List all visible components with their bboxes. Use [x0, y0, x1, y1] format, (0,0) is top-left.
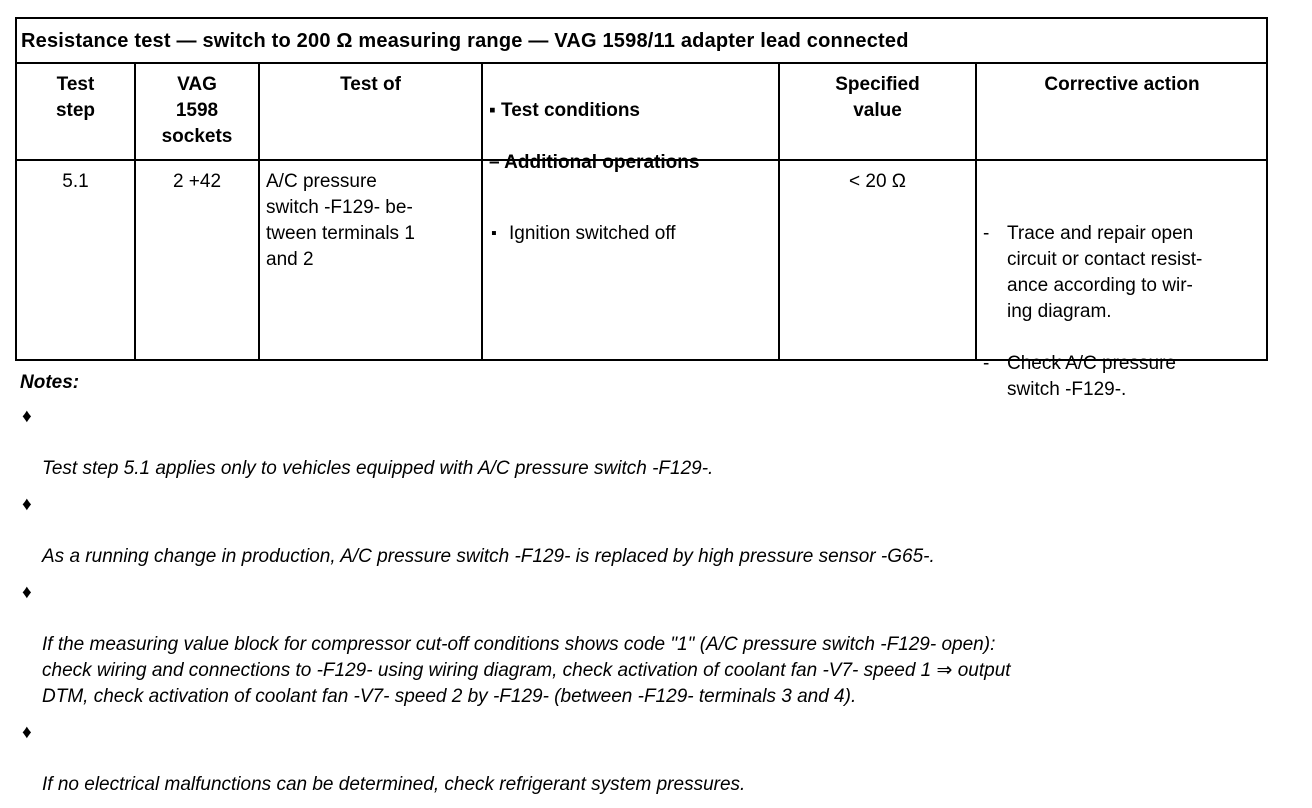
header-specified-value: Specified value [835, 74, 920, 121]
diamond-bullet-icon: ♦ [22, 582, 32, 603]
header-test-conditions [483, 64, 778, 173]
cell-test-step: 5.1 [62, 171, 89, 192]
cell-vag-sockets: 2 +42 [172, 171, 222, 192]
header-vag-sockets: VAG 1598 sockets [161, 74, 233, 147]
table-title: Resistance test — switch to 200 Ω measuring range — VAG 1598/11 adapter lead connected [17, 19, 1266, 64]
note-item [20, 492, 1290, 570]
conditions-list [489, 195, 778, 273]
corrective-action-item: - Trace and repair open circuit or contact resist- ance according to wir- ing diagram. [977, 221, 1267, 325]
diamond-bullet-icon: ♦ [22, 494, 32, 515]
cell-specified-value: < 20 Ω [849, 171, 906, 192]
note-item [20, 720, 1290, 798]
note-text: Test step 5.1 applies only to vehicles equipped with A/C pressure switch -F129-. [42, 458, 714, 479]
note-item [20, 404, 1290, 482]
notes-title: Notes: [20, 372, 80, 393]
note-text: If no electrical malfunctions can be determined, check refrigerant system pressures. [42, 774, 746, 795]
header-additional-operations-line2: – Additional operations [489, 152, 700, 173]
header-test-of: Test of [340, 74, 401, 95]
cell-test-of: A/C pressure switch -F129- be- tween terminals 1 and 2 [266, 171, 415, 270]
condition-item: ▪ Ignition switched off [489, 221, 778, 247]
header-test-conditions-line1: ▪ Test conditions [489, 100, 640, 121]
note-item [20, 580, 1290, 710]
header-corrective-action: Corrective action [1044, 74, 1200, 95]
diamond-bullet-icon: ♦ [22, 406, 32, 427]
note-text: If the measuring value block for compressor cut-off conditions shows code "1" (A/C pressure switch -F129- open): check wiring and connections to -F129- using wiring diagram, check activation of coolant fan -V7- speed 1 ⇒ output DTM, check activation of coolant fan -V7- speed 2 by -F129- (between -F129- terminals 3 and 4). [42, 634, 1011, 707]
note-text: As a running change in production, A/C pressure switch -F129- is replaced by high pressure sensor -G65-. [42, 546, 935, 567]
corrective-action-item: - Check A/C pressure switch -F129-. [977, 351, 1267, 403]
cell-test-conditions [483, 161, 778, 299]
notes-section [20, 370, 1290, 808]
diamond-bullet-icon: ♦ [22, 722, 32, 743]
header-test-step: Test step [55, 74, 96, 121]
